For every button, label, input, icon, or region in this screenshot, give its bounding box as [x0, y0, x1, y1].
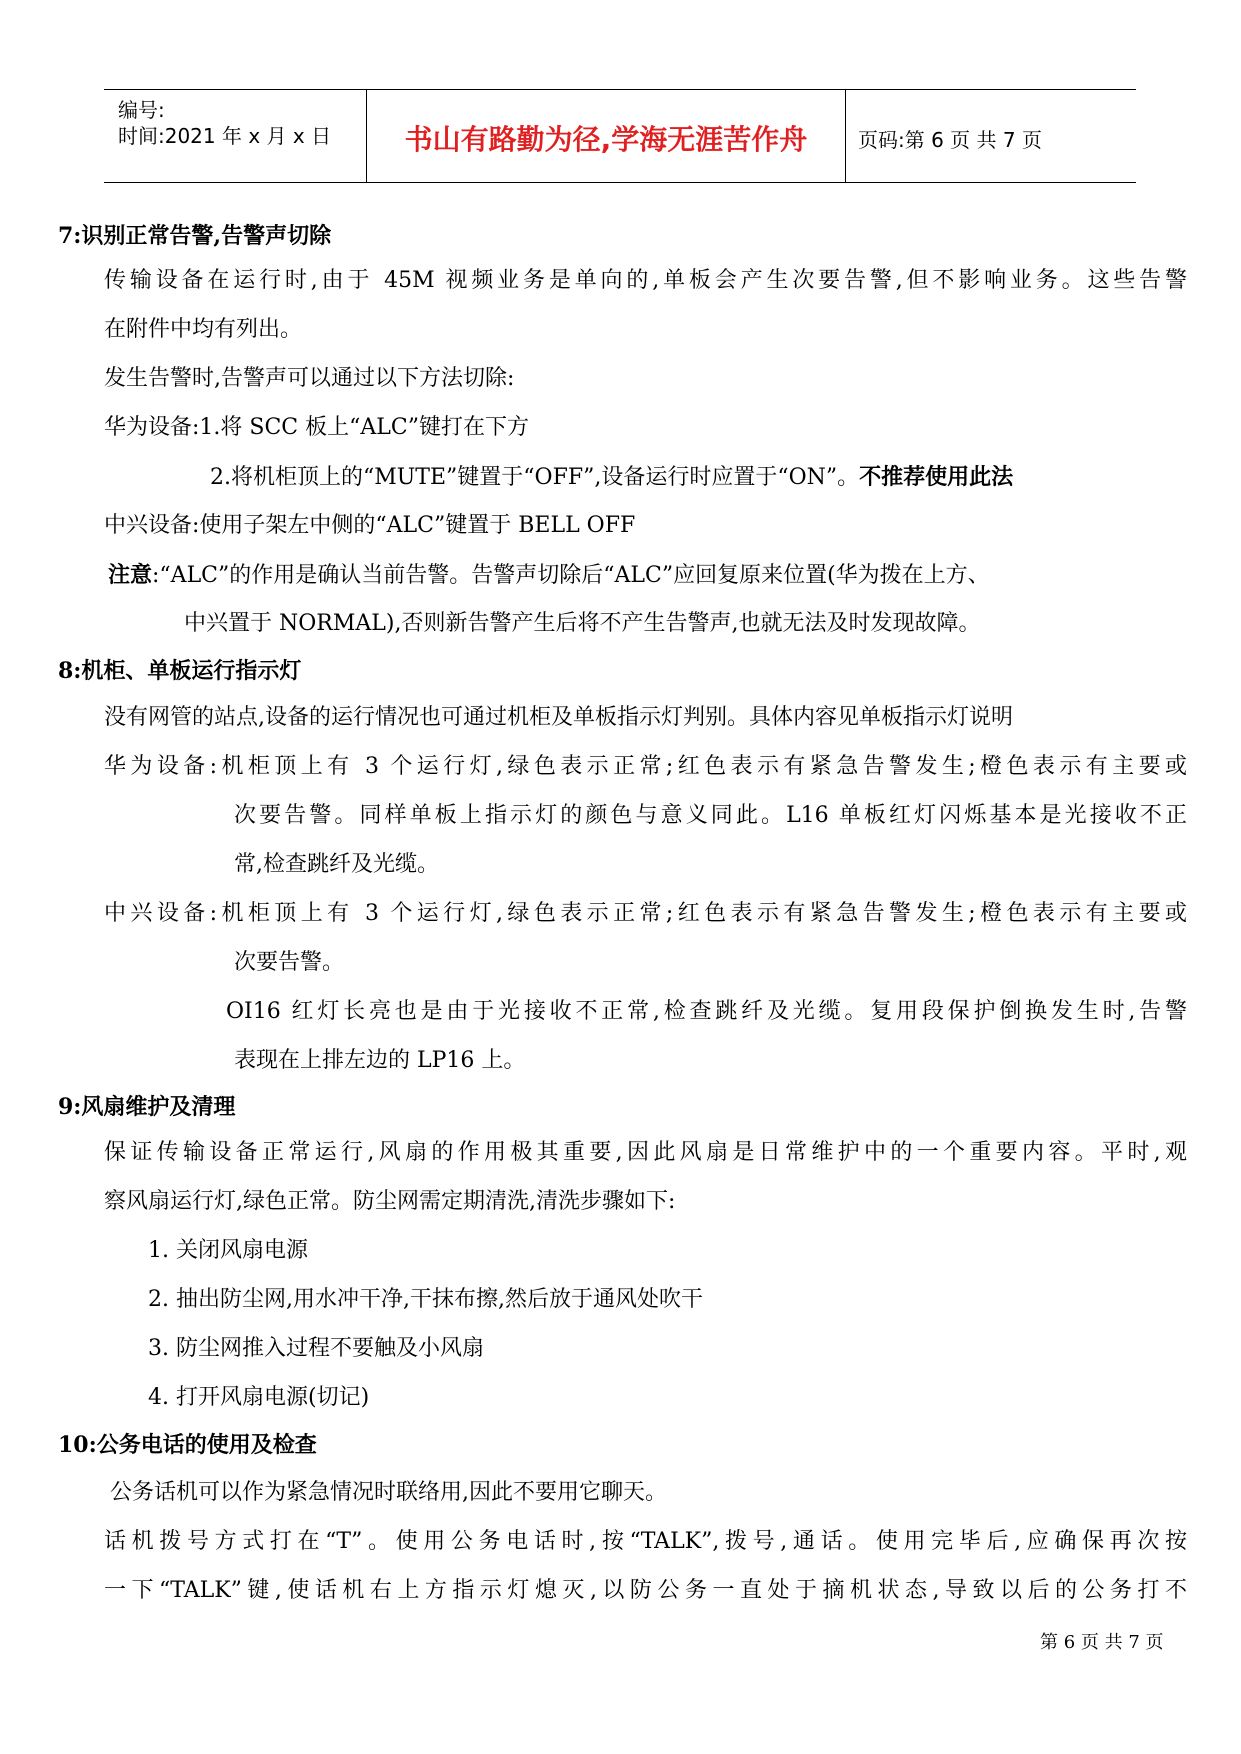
section-7-paragraph-1b: 在附件中均有列出。: [104, 317, 303, 342]
section-7-title: 7:识别正常告警,告警声切除: [58, 223, 332, 249]
section-10-paragraph-2b: 一下“TALK”键,使话机右上方指示灯熄灭,以防公务一直处于摘机状态,导致以后的公务打不: [104, 1578, 1187, 1603]
section-8-zte-b: 次要告警。: [234, 950, 345, 975]
page-header: [104, 89, 1136, 183]
serial-label: 编号:: [118, 98, 165, 122]
motto: 书山有路勤为径,学海无涯苦作舟: [404, 123, 808, 156]
section-7-zte-step: 中兴设备:使用子架左中侧的“ALC”键置于 BELL OFF: [104, 513, 636, 538]
time-label: 时间:2021 年 x 月 x 日: [118, 124, 332, 148]
list-item: 4. 打开风扇电源(切记): [148, 1385, 370, 1410]
list-item: 2. 抽出防尘网,用水冲干净,干抹布擦,然后放于通风处吹干: [148, 1287, 703, 1312]
section-8-zte-c: OI16 红灯长亮也是由于光接收不正常,检查跳纤及光缆。复用段保护倒换发生时,告警: [226, 999, 1187, 1024]
page-number-label: 页码:第 6 页 共 7 页: [858, 128, 1042, 152]
section-8-huawei-b: 次要告警。同样单板上指示灯的颜色与意义同此。L16 单板红灯闪烁基本是光接收不正: [234, 803, 1187, 828]
section-8-zte-a: 中兴设备:机柜顶上有 3 个运行灯,绿色表示正常;红色表示有紧急告警发生;橙色表示有主要或: [104, 901, 1187, 926]
section-9-paragraph-1a: 保证传输设备正常运行,风扇的作用极其重要,因此风扇是日常维护中的一个重要内容。平时,观: [104, 1140, 1187, 1165]
section-7-huawei-step-2: [210, 463, 1013, 492]
section-7-note-b: 中兴置于 NORMAL),否则新告警产生后将不产生告警声,也就无法及时发现故障。: [184, 611, 981, 636]
note-text-a: :“ALC”的作用是确认当前告警。告警声切除后“ALC”应回复原来位置(华为拨在上方、: [152, 563, 990, 588]
section-7-note: [108, 561, 990, 590]
section-8-paragraph-1: 没有网管的站点,设备的运行情况也可通过机柜及单板指示灯判别。具体内容见单板指示灯说明: [104, 705, 1013, 730]
section-10-title: 10:公务电话的使用及检查: [58, 1432, 317, 1458]
header-motto-cell: [367, 90, 846, 182]
section-7-paragraph-2: 发生告警时,告警声可以通过以下方法切除:: [104, 366, 515, 391]
list-item: 1. 关闭风扇电源: [148, 1238, 308, 1263]
header-page-cell: [846, 90, 1136, 182]
huawei-step-2-text: 2.将机柜顶上的“MUTE”键置于“OFF”,设备运行时应置于“ON”。: [210, 465, 860, 490]
not-recommended-text: 不推荐使用此法: [859, 464, 1014, 490]
section-8-title: 8:机柜、单板运行指示灯: [58, 658, 302, 684]
list-item: 3. 防尘网推入过程不要触及小风扇: [148, 1336, 484, 1361]
section-8-huawei-a: 华为设备:机柜顶上有 3 个运行灯,绿色表示正常;红色表示有紧急告警发生;橙色表示有主要或: [104, 754, 1187, 779]
section-8-huawei-c: 常,检查跳纤及光缆。: [234, 852, 439, 877]
section-10-paragraph-1: 公务话机可以作为紧急情况时联络用,因此不要用它聊天。: [110, 1480, 667, 1505]
section-7-paragraph-1a: 传输设备在运行时,由于 45M 视频业务是单向的,单板会产生次要告警,但不影响业务。这些告警: [104, 268, 1187, 293]
section-7-huawei-step-1: 华为设备:1.将 SCC 板上“ALC”键打在下方: [104, 415, 529, 440]
note-label: 注意: [108, 562, 153, 588]
section-9-paragraph-1b: 察风扇运行灯,绿色正常。防尘网需定期清洗,清洗步骤如下:: [104, 1189, 676, 1214]
section-10-paragraph-2a: 话机拨号方式打在“T”。使用公务电话时,按“TALK”,拨号,通话。使用完毕后,应确保再次按: [104, 1529, 1187, 1554]
section-8-zte-d: 表现在上排左边的 LP16 上。: [234, 1048, 526, 1073]
page-footer: 第 6 页 共 7 页: [1040, 1632, 1164, 1653]
header-info-cell: [104, 90, 367, 182]
section-9-title: 9:风扇维护及清理: [58, 1094, 236, 1120]
